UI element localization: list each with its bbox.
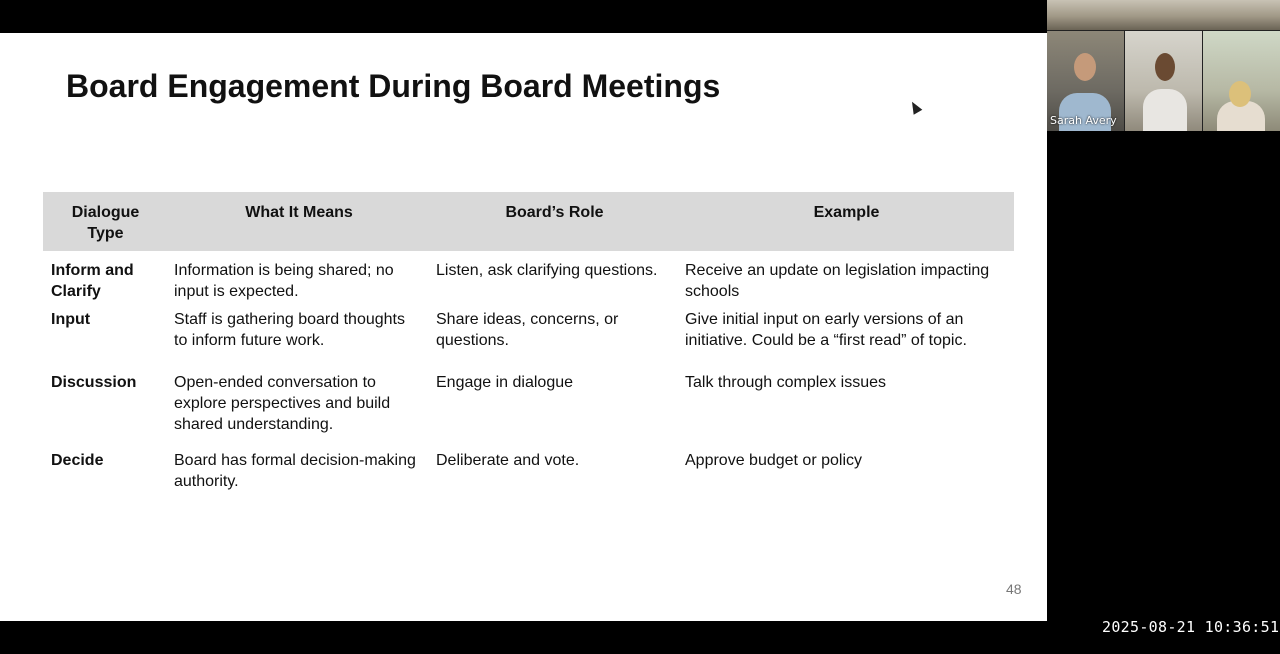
table-row bbox=[43, 372, 1014, 450]
recording-timestamp: 2025-08-21 10:36:51 bbox=[1102, 618, 1280, 636]
row-role: Share ideas, concerns, or questions. bbox=[436, 311, 619, 349]
presentation-slide bbox=[0, 33, 1047, 621]
row-meaning: Board has formal decision-making authority. bbox=[174, 452, 416, 490]
participant-tile[interactable] bbox=[1203, 31, 1280, 131]
table-row bbox=[43, 450, 1014, 500]
row-type: Discussion bbox=[51, 374, 137, 391]
table-row bbox=[43, 251, 1014, 309]
row-example: Give initial input on early versions of an initiative. Could be a “first read” of topic. bbox=[685, 311, 967, 349]
dialogue-type-table bbox=[43, 192, 1014, 500]
header-dialogue-type: Dialogue Type bbox=[71, 204, 140, 242]
participant-figure bbox=[1143, 89, 1187, 131]
participant-tile[interactable] bbox=[1125, 31, 1202, 131]
row-example: Receive an update on legislation impacting schools bbox=[685, 262, 990, 300]
row-type: Inform and Clarify bbox=[51, 262, 134, 300]
participant-figure bbox=[1229, 81, 1251, 107]
participant-name-label: Sarah Avery bbox=[1050, 114, 1117, 127]
slide-title: Board Engagement During Board Meetings bbox=[66, 68, 721, 104]
participant-tile-sarah-avery[interactable] bbox=[1047, 31, 1124, 131]
row-type: Decide bbox=[51, 452, 104, 469]
header-boards-role: Board’s Role bbox=[505, 204, 604, 221]
header-example: Example bbox=[813, 204, 880, 221]
row-example: Approve budget or policy bbox=[685, 452, 862, 469]
row-meaning: Information is being shared; no input is expected. bbox=[174, 262, 394, 300]
participant-figure bbox=[1155, 53, 1175, 81]
header-what-it-means: What It Means bbox=[245, 204, 353, 221]
row-role: Engage in dialogue bbox=[436, 374, 574, 391]
slide-page-number: 48 bbox=[1006, 581, 1022, 597]
video-conference-panel bbox=[1047, 0, 1280, 131]
table-row bbox=[43, 309, 1014, 372]
row-role: Listen, ask clarifying questions. bbox=[436, 262, 658, 279]
room-camera-feed[interactable] bbox=[1047, 0, 1280, 30]
participant-figure bbox=[1074, 53, 1096, 81]
table-header-row bbox=[43, 192, 1014, 251]
row-meaning: Open-ended conversation to explore perspectives and build shared understanding. bbox=[174, 374, 391, 433]
row-example: Talk through complex issues bbox=[685, 374, 886, 391]
row-role: Deliberate and vote. bbox=[436, 452, 580, 469]
row-meaning: Staff is gathering board thoughts to inform future work. bbox=[174, 311, 405, 349]
row-type: Input bbox=[51, 311, 91, 328]
